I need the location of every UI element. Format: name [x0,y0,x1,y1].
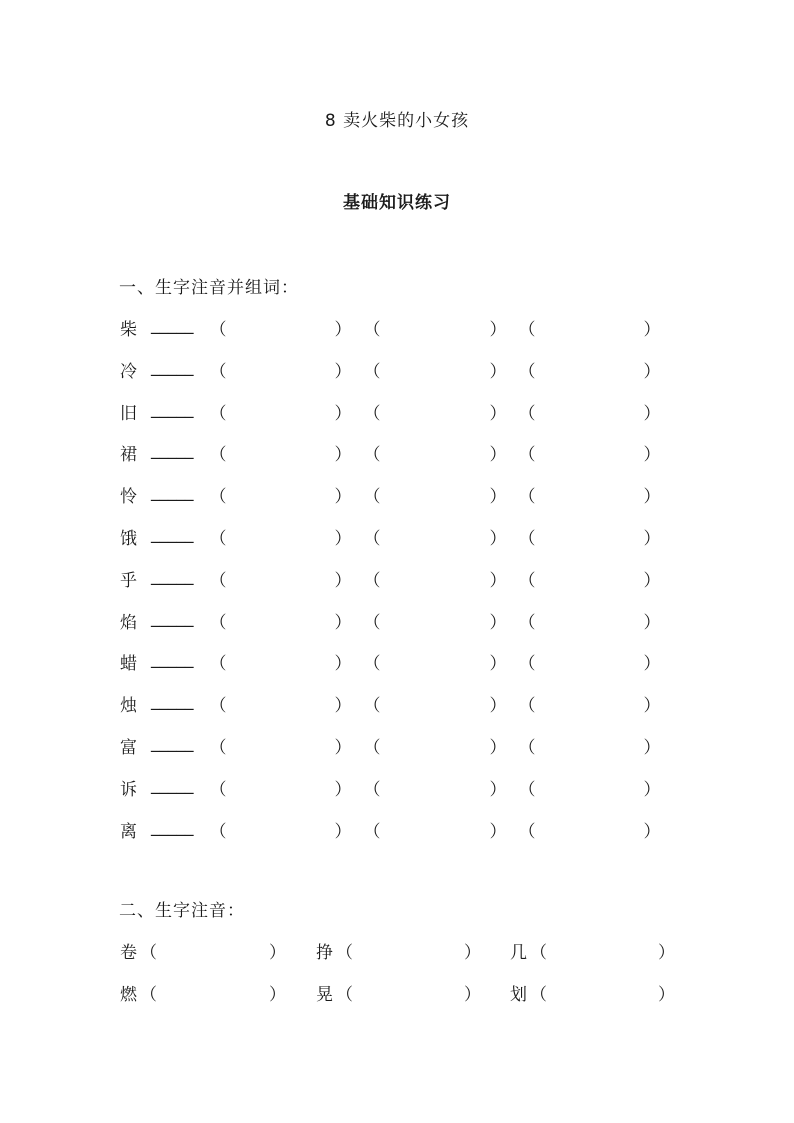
open-paren: （ [140,943,157,963]
open-paren: （ [518,821,536,842]
open-paren: （ [518,487,536,508]
exercise-row [0,691,794,733]
pinyin-blank[interactable]: _____ [151,565,194,586]
practice-character: 焰 [120,612,137,633]
close-paren: ） [643,696,661,717]
open-paren: （ [518,320,536,340]
pinyin-blank[interactable]: _____ [151,440,194,461]
close-paren: ） [643,445,661,466]
open-paren: （ [209,445,227,466]
open-paren: （ [363,696,381,717]
close-paren: ） [489,403,507,424]
close-paren: ） [334,403,352,424]
exercise-row [0,482,794,524]
practice-character: 旧 [120,403,137,424]
close-paren: ） [489,570,507,591]
pinyin-row [0,980,794,1022]
close-paren: ） [489,737,507,758]
open-paren: （ [363,779,381,800]
open-paren: （ [518,570,536,591]
open-paren: （ [518,737,536,758]
open-paren: （ [518,654,536,675]
practice-character: 烛 [120,696,137,717]
close-paren: ） [643,779,661,800]
exercise-row [0,608,794,650]
open-paren: （ [530,943,547,963]
open-paren: （ [530,985,547,1005]
close-paren: ） [658,985,675,1005]
worksheet-subtitle: 基础知识练习 [343,193,451,213]
close-paren: ） [334,612,352,633]
practice-character: 冷 [120,361,137,382]
pinyin-blank[interactable]: _____ [151,315,194,335]
pinyin-blank[interactable]: _____ [151,691,194,712]
close-paren: ） [334,779,352,800]
pinyin-row [0,938,794,980]
open-paren: （ [518,612,536,633]
close-paren: ） [334,821,352,842]
open-paren: （ [209,779,227,800]
open-paren: （ [363,320,381,340]
close-paren: ） [334,696,352,717]
exercise-row [0,733,794,775]
close-paren: ） [269,985,286,1005]
open-paren: （ [363,654,381,675]
practice-character: 柴 [120,320,137,340]
practice-character: 离 [120,821,137,842]
open-paren: （ [518,361,536,382]
close-paren: ） [489,445,507,466]
close-paren: ） [464,943,481,963]
close-paren: ） [334,528,352,549]
close-paren: ） [269,943,286,963]
open-paren: （ [209,737,227,758]
practice-character: 燃 [120,985,137,1005]
pinyin-blank[interactable]: _____ [151,523,194,544]
pinyin-blank[interactable]: _____ [151,356,194,377]
section-1-rows [0,315,794,858]
open-paren: （ [209,696,227,717]
practice-character: 划 [510,985,527,1005]
practice-character: 卷 [120,943,137,963]
open-paren: （ [209,361,227,382]
close-paren: ） [489,696,507,717]
open-paren: （ [518,779,536,800]
open-paren: （ [363,737,381,758]
open-paren: （ [363,612,381,633]
close-paren: ） [334,487,352,508]
open-paren: （ [363,361,381,382]
practice-character: 富 [120,737,137,758]
open-paren: （ [209,821,227,842]
open-paren: （ [363,403,381,424]
open-paren: （ [209,487,227,508]
close-paren: ） [489,487,507,508]
pinyin-blank[interactable]: _____ [151,649,194,670]
exercise-row [0,817,794,859]
close-paren: ） [464,985,481,1005]
close-paren: ） [334,570,352,591]
open-paren: （ [363,570,381,591]
open-paren: （ [209,570,227,591]
close-paren: ） [643,528,661,549]
close-paren: ） [643,821,661,842]
close-paren: ） [643,487,661,508]
close-paren: ） [489,528,507,549]
open-paren: （ [518,696,536,717]
pinyin-blank[interactable]: _____ [151,398,194,419]
close-paren: ） [643,403,661,424]
close-paren: ） [334,320,352,340]
exercise-row [0,524,794,566]
practice-character: 怜 [120,487,137,508]
practice-character: 饿 [120,528,137,549]
exercise-row [0,440,794,482]
open-paren: （ [363,487,381,508]
open-paren: （ [363,528,381,549]
open-paren: （ [363,821,381,842]
exercise-row [0,315,794,357]
open-paren: （ [518,445,536,466]
pinyin-blank[interactable]: _____ [151,774,194,795]
pinyin-blank[interactable]: _____ [151,732,194,753]
practice-character: 裙 [120,445,137,466]
close-paren: ） [643,361,661,382]
practice-character: 挣 [316,943,333,963]
section-1-heading: 一、生字注音并组词： [119,278,299,298]
open-paren: （ [363,445,381,466]
close-paren: ） [489,612,507,633]
close-paren: ） [334,654,352,675]
close-paren: ） [489,779,507,800]
pinyin-blank[interactable]: _____ [151,607,194,628]
close-paren: ） [643,737,661,758]
exercise-row [0,775,794,817]
practice-character: 蜡 [120,654,137,675]
practice-character: 诉 [120,779,137,800]
section-2-heading: 二、生字注音： [119,901,245,921]
practice-character: 晃 [316,985,333,1005]
open-paren: （ [140,985,157,1005]
open-paren: （ [209,320,227,340]
pinyin-blank[interactable]: _____ [151,816,194,837]
section-2-rows [0,938,794,1022]
close-paren: ） [334,361,352,382]
lesson-title: 8 卖火柴的小女孩 [324,111,470,131]
open-paren: （ [518,528,536,549]
close-paren: ） [643,654,661,675]
exercise-row [0,399,794,441]
close-paren: ） [489,320,507,340]
practice-character: 几 [510,943,527,963]
close-paren: ） [658,943,675,963]
practice-character: 乎 [120,570,137,591]
open-paren: （ [209,403,227,424]
pinyin-blank[interactable]: _____ [151,482,194,503]
open-paren: （ [209,528,227,549]
open-paren: （ [209,612,227,633]
close-paren: ） [643,320,661,340]
open-paren: （ [336,943,353,963]
close-paren: ） [334,737,352,758]
close-paren: ） [334,445,352,466]
exercise-row [0,566,794,608]
close-paren: ） [489,654,507,675]
exercise-row [0,357,794,399]
open-paren: （ [518,403,536,424]
open-paren: （ [209,654,227,675]
close-paren: ） [489,821,507,842]
exercise-row [0,649,794,691]
close-paren: ） [489,361,507,382]
open-paren: （ [336,985,353,1005]
close-paren: ） [643,570,661,591]
close-paren: ） [643,612,661,633]
